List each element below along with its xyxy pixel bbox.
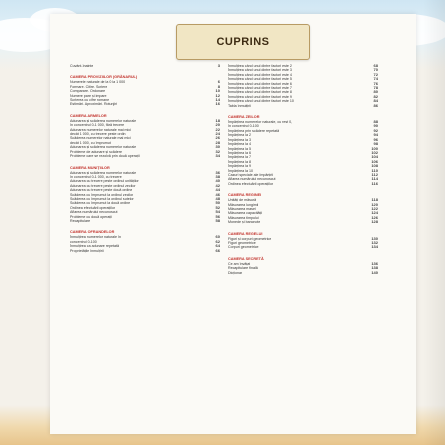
toc-gap (70, 223, 220, 226)
toc-entry-page: 3 (217, 64, 220, 68)
toc-entry-page: 76 (373, 81, 378, 86)
toc-entry-page: 88 (373, 120, 378, 125)
toc-gap (228, 186, 378, 189)
toc-entry-title: Scăderea cu împrumut la două ordine (70, 201, 131, 206)
toc-entry-title: Scrierea cu cifre romane (70, 98, 110, 103)
toc-section-heading: CAMERA REGINEI (228, 193, 262, 198)
toc-entry-page: 60 (215, 235, 220, 240)
toc-entry-title: Aflarea numărului necunoscut (228, 177, 276, 182)
toc-entry-page: 94 (373, 133, 378, 138)
toc-section-heading: CAMERA PROVIZIILOR (GRĂNARUL) (70, 75, 138, 80)
toc-entry-page: 130 (371, 236, 378, 241)
toc-entry-title: Probleme cu două operații (70, 214, 112, 219)
toc-entry-title: Înmulțirea când unul dintre factori este 2 (228, 64, 292, 68)
toc-entry-title: în concentrul 0-1 000, fără trecere (70, 123, 125, 128)
toc-entry-page: 52 (215, 205, 220, 210)
toc-entry-title: decât 1 000, cu trecere peste ordin (70, 132, 126, 137)
toc-section-heading: CAMERA ARMELOR (70, 113, 107, 118)
toc-entry-title: concentrul 0-100 (70, 239, 97, 244)
toc-entry-page: 102 (371, 150, 378, 155)
toc-entry-title: Proprietățile înmulțirii (70, 248, 104, 253)
toc-entry-page: 118 (371, 198, 378, 203)
toc-entry-page: 100 (371, 146, 378, 151)
toc-entry-page: 42 (215, 183, 220, 188)
toc-entry-page: 18 (215, 118, 220, 123)
toc-entry-title: în concentrul 0-100 (228, 124, 259, 129)
toc-entry-title: Figuri și corpuri geometrice (228, 236, 272, 241)
toc-entry-page: 84 (373, 99, 378, 104)
toc-entry-title: Adunarea și scăderea numerelor naturale (70, 118, 137, 123)
toc-entry-title: Înmulțirea când unul dintre factori este 4 (228, 72, 292, 77)
toc-entry-page: 140 (371, 270, 378, 275)
toc-entry-title: Scăderea cu împrumut la ordinul zecilor (70, 192, 134, 197)
toc-entry-title: Comparare. Ordonare (70, 89, 106, 94)
toc-entry-title: Cazuri speciale ale împărțirii (228, 172, 274, 177)
toc-entry-title: Aflarea numărului necunoscut (70, 210, 118, 215)
toc-entry-page: 134 (371, 245, 378, 250)
toc-entry-title: Înmulțirea când unul dintre factori este 7 (228, 86, 292, 91)
toc-entry-page: 122 (371, 206, 378, 211)
toc-entry-title: Ce am învățat (228, 261, 251, 266)
toc-entry[interactable] (228, 271, 378, 275)
toc-entry-title: Probleme de adunare și scădere (70, 149, 122, 154)
toc-entry-title: Înmulțirea când unul dintre factori este 5 (228, 77, 292, 82)
toc-entry-page: 12 (215, 93, 220, 98)
toc-entry-page: 6 (217, 80, 220, 85)
toc-entry-title: Figuri geometrice (228, 241, 256, 245)
toc-entry-page: 124 (371, 211, 378, 216)
toc-entry-page: 46 (215, 192, 220, 197)
toc-entry-page: 98 (373, 142, 378, 147)
toc-entry-title: Unități de măsură (228, 198, 257, 203)
toc-entry-title: Măsurarea masei (228, 206, 256, 211)
toc-entry-title: Numerele naturale de la 0 la 1 000 (70, 80, 126, 85)
toc-entry-title: Înmulțirea când unul dintre factori este 9 (228, 94, 292, 99)
toc-section-heading: CAMERA ZEILOR (228, 115, 260, 120)
toc-entry-title: Împărțirea la 7 (228, 155, 251, 160)
toc-gap (70, 159, 220, 162)
toc-entry-page: 14 (215, 98, 220, 103)
toc-entry-page: 132 (371, 241, 378, 245)
toc-entry-page: 82 (373, 94, 378, 99)
toc-entry-title: Recapitulare finală (228, 266, 258, 271)
toc-entry-title: Împărțirea numerelor naturale, cu rest 0, (228, 120, 293, 125)
toc-entry-page: 16 (215, 102, 220, 107)
toc-entry-page: 26 (215, 136, 220, 141)
toc-entry-title: Monede și bancnote (228, 220, 261, 225)
toc-entry-title: Ordinea efectuării operațiilor (70, 205, 116, 210)
toc-entry-page: 116 (371, 181, 378, 186)
toc-entry-page: 106 (371, 159, 378, 164)
toc-entry-page: 68 (373, 64, 378, 68)
toc-entry-title: Înmulțirea când unul dintre factori este 3 (228, 68, 292, 73)
contents-page (50, 14, 416, 434)
toc-entry-title: Dicționar (228, 270, 243, 275)
toc-entry-title: Împărțirea la 6 (228, 150, 251, 155)
toc-entry-title: Înmulțirea când unul dintre factori este 8 (228, 90, 292, 95)
toc-entry-title: Împărțirea prin scădere repetată (228, 128, 280, 133)
toc-entry-page: 38 (215, 174, 220, 179)
toc-entry-page: 108 (371, 164, 378, 169)
toc-entry-page: 126 (371, 215, 378, 220)
toc-entry-title: Împărțirea la 5 (228, 146, 251, 151)
toc-entry-title: Înmulțirea când unul dintre factori este 6 (228, 81, 292, 86)
toc-entry-title: Recapitulare (70, 218, 91, 223)
toc-entry-title: Adunarea cu trecere peste ordinul unităților (70, 179, 139, 184)
toc-entry-page: 62 (215, 239, 220, 244)
toc-entry-title: Măsurarea timpului (228, 215, 259, 220)
toc-gap (70, 107, 220, 110)
toc-gap (70, 68, 220, 71)
toc-gap (228, 225, 378, 228)
toc-entry-page: 30 (215, 145, 220, 150)
toc-entry-page: 112 (371, 172, 378, 177)
toc-entry-page: 72 (373, 72, 378, 77)
toc-entry-page: 90 (373, 124, 378, 129)
toc-entry-title: Corpuri geometrice (228, 245, 259, 250)
toc-entry-page: 40 (215, 179, 220, 184)
title-banner (176, 24, 310, 60)
toc-entry-title: Adunarea cu trecere peste două ordine (70, 188, 133, 193)
toc-section-heading: CAMERA SECRETĂ (228, 256, 264, 261)
page-title: CUPRINS (216, 36, 270, 48)
toc-section-heading: CAMERA OFRANDELOR (70, 230, 115, 235)
toc-entry-page: 10 (215, 89, 220, 94)
toc-entry[interactable] (70, 249, 220, 253)
toc-entry-title: Scăderea cu împrumut la ordinul sutelor (70, 196, 134, 201)
toc-entry-page: 58 (215, 218, 220, 223)
toc-entry-page: 128 (371, 220, 378, 225)
toc-entry-page: 136 (371, 261, 378, 266)
toc-entry-title: Formare. Citire. Scriere (70, 84, 108, 89)
toc-entry-page: 20 (215, 123, 220, 128)
toc-entry-title: Măsurarea capacității (228, 211, 263, 216)
toc-entry-title: Împărțirea la 2 (228, 133, 251, 138)
toc-entry-page: 114 (371, 177, 378, 182)
toc-section-heading: CAMERA MUNIȚIILOR (70, 165, 110, 170)
toc-entry-page: 44 (215, 188, 220, 193)
toc-entry-title: Împărțirea la 4 (228, 142, 251, 147)
toc-entry-title: Împărțirea la 9 (228, 164, 251, 169)
toc-entry-page: 34 (215, 154, 220, 159)
toc-entry-title: Ordinea efectuării operațiilor (228, 181, 274, 186)
toc-entry-page: 48 (215, 196, 220, 201)
toc-entry-page: 8 (217, 84, 220, 89)
toc-entry-page: 74 (373, 77, 378, 82)
toc-entry-page: 70 (373, 68, 378, 73)
toc-entry-page: 50 (215, 201, 220, 206)
toc-entry-title: Probleme care se rezolvă prin două operații (70, 154, 140, 159)
toc-entry-title: Adunarea și scăderea numerelor naturale (70, 170, 137, 175)
toc-entry-page: 36 (215, 170, 220, 175)
toc-entry-page: 110 (371, 168, 378, 173)
toc-section-heading: CAMERA REGELUI (228, 231, 263, 236)
toc-entry-page: 120 (371, 202, 378, 207)
toc-entry-page: 56 (215, 214, 220, 219)
toc-entry-title: decât 1 000, cu împrumut (70, 140, 111, 145)
toc-entry-title: Înmulțirea numerelor naturale în (70, 235, 121, 240)
toc-gap (228, 250, 378, 253)
toc-entry-title: Împărțirea la 10 (228, 168, 253, 173)
page-edge-shadow (423, 0, 445, 445)
toc-entry-title: Numere pare și impare (70, 93, 107, 98)
toc-entry-title: Înmulțirea când unul dintre factori este 10 (228, 99, 294, 104)
toc-entry-title: Împărțirea la 8 (228, 159, 251, 164)
toc-entry-title: Adunarea și scăderea numerelor naturale (70, 145, 137, 150)
toc-left-column (70, 64, 220, 253)
toc-entry-title: Cuvânt-înainte (70, 64, 94, 68)
toc-entry-page: 32 (215, 149, 220, 154)
toc-entry-title: în concentrul 0-1 000, cu trecere (70, 174, 122, 179)
toc-entry-title: Înmulțirea ca adunare repetată (70, 244, 119, 249)
toc-entry-page: 78 (373, 86, 378, 91)
toc-entry-title: Măsurarea lungimii (228, 202, 259, 207)
toc-entry-page: 24 (215, 132, 220, 137)
toc-entry-title: Împărțirea la 3 (228, 137, 251, 142)
toc-entry-page: 96 (373, 137, 378, 142)
toc-entry-page: 66 (215, 248, 220, 253)
toc-entry-title: Scăderea numerelor naturale mai mici (70, 136, 131, 141)
toc-right-column (228, 64, 378, 275)
toc-entry-title: Estimări. Aproximări. Rotunjiri (70, 102, 118, 107)
toc-entry-page: 92 (373, 128, 378, 133)
toc-entry-page: 54 (215, 210, 220, 215)
toc-entry-page: 22 (215, 127, 220, 132)
toc-entry-page: 104 (371, 155, 378, 160)
toc-entry-title: Tabla înmulțirii (228, 103, 251, 108)
toc-entry-title: Adunarea numerelor naturale mai mici (70, 127, 131, 132)
toc-entry-page: 86 (373, 103, 378, 108)
toc-entry-page: 138 (371, 266, 378, 271)
toc-entry-title: Adunarea cu trecere peste ordinul zecilor (70, 183, 136, 188)
toc-entry-page: 28 (215, 140, 220, 145)
toc-gap (228, 108, 378, 111)
toc-entry-page: 80 (373, 90, 378, 95)
toc-entry-page: 64 (215, 244, 220, 249)
